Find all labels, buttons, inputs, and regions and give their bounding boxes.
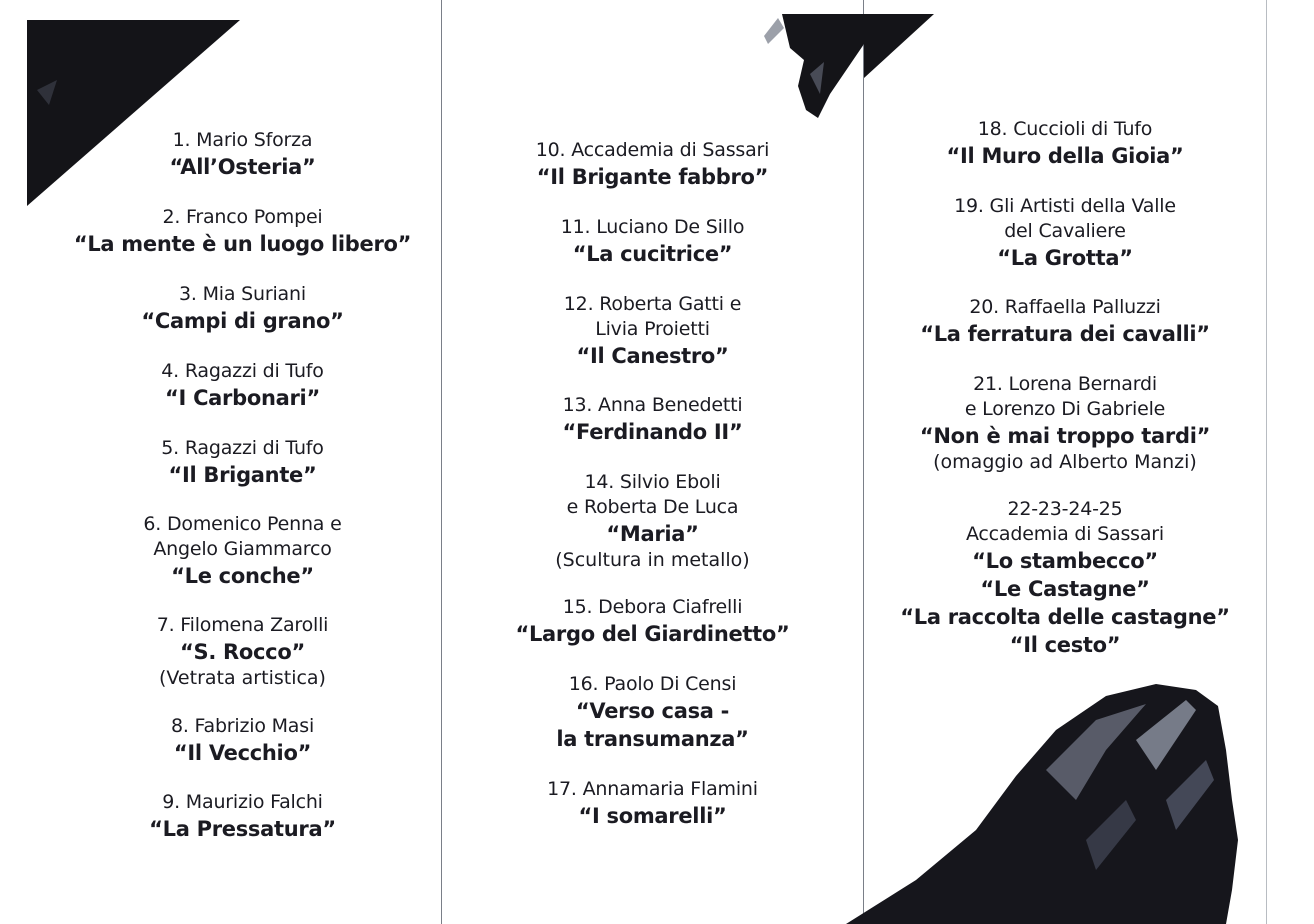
column-3 xyxy=(864,117,1266,667)
work-title: “Largo del Giardinetto” xyxy=(515,622,790,646)
artist-name: 22-23-24-25 xyxy=(1007,498,1123,520)
artist-name: 20. Raffaella Palluzzi xyxy=(969,296,1161,318)
artist-name: 7. Filomena Zarolli xyxy=(156,614,329,636)
work-note: (Scultura in metallo) xyxy=(555,549,750,571)
artist-name: 11. Luciano De Sillo xyxy=(560,216,745,238)
artist-name: 8. Fabrizio Masi xyxy=(170,715,315,737)
artist-name: Livia Proietti xyxy=(595,318,710,340)
work-title: “Non è mai troppo tardi” xyxy=(919,424,1211,448)
brush-stroke-bottom-right xyxy=(846,680,1246,924)
work-title: “S. Rocco” xyxy=(180,640,305,664)
work-title: “Maria” xyxy=(606,522,699,546)
artist-name: 12. Roberta Gatti e xyxy=(563,293,742,315)
artist-name: 14. Silvio Eboli xyxy=(584,471,721,493)
artist-name: 18. Cuccioli di Tufo xyxy=(977,118,1153,140)
entry xyxy=(44,282,441,359)
entry xyxy=(864,497,1266,667)
work-title: “Il Muro della Gioia” xyxy=(946,144,1184,168)
artist-name: 21. Lorena Bernardi xyxy=(973,373,1157,395)
column-1 xyxy=(44,128,441,850)
work-note: (Vetrata artistica) xyxy=(159,667,326,689)
entry xyxy=(44,714,441,790)
work-title: “Lo stambecco” xyxy=(972,549,1158,573)
artist-name: 3. Mia Suriani xyxy=(179,283,306,305)
entry xyxy=(44,613,441,714)
work-title: “La ferratura dei cavalli” xyxy=(920,322,1210,346)
entry xyxy=(442,292,863,393)
work-title: “Il Vecchio” xyxy=(173,741,312,765)
entry xyxy=(44,128,441,205)
artist-name: Accademia di Sassari xyxy=(965,523,1165,545)
artist-name: 17. Annamaria Flamini xyxy=(547,778,758,800)
work-note: (omaggio ad Alberto Manzi) xyxy=(933,451,1197,473)
entry xyxy=(44,205,441,282)
artist-name: 19. Gli Artisti della Valle xyxy=(954,195,1176,217)
entry xyxy=(442,393,863,470)
artist-name: del Cavaliere xyxy=(1004,220,1126,242)
entry xyxy=(442,470,863,595)
artist-name: 9. Maurizio Falchi xyxy=(162,791,323,813)
work-title: “I somarelli” xyxy=(578,804,727,828)
work-title: “Campi di grano” xyxy=(141,309,344,333)
work-title: “La raccolta delle castagne” xyxy=(900,605,1230,629)
entry xyxy=(864,372,1266,497)
entry xyxy=(442,215,863,292)
work-title: “Il cesto” xyxy=(1009,633,1121,657)
entry xyxy=(864,295,1266,372)
work-title: “Verso casa - xyxy=(575,699,730,723)
artist-name: e Roberta De Luca xyxy=(566,496,739,518)
work-title: “Il Canestro” xyxy=(576,344,729,368)
work-title: “Le Castagne” xyxy=(980,577,1150,601)
artist-name: 2. Franco Pompei xyxy=(162,206,323,228)
entry xyxy=(442,595,863,672)
work-title: “La mente è un luogo libero” xyxy=(73,232,412,256)
work-title: “Il Brigante” xyxy=(168,463,317,487)
work-title: “Le conche” xyxy=(171,564,314,588)
entry xyxy=(44,512,441,613)
work-title: “La Grotta” xyxy=(997,246,1133,270)
entry xyxy=(442,672,863,777)
artist-name: Angelo Giammarco xyxy=(153,538,332,560)
work-title: “I Carbonari” xyxy=(165,386,320,410)
artist-name: 6. Domenico Penna e xyxy=(143,513,342,535)
artist-name: 10. Accademia di Sassari xyxy=(535,139,770,161)
work-title: la transumanza” xyxy=(556,727,749,751)
artist-name: e Lorenzo Di Gabriele xyxy=(964,398,1166,420)
work-title: “Il Brigante fabbro” xyxy=(536,165,769,189)
work-title: “La Pressatura” xyxy=(149,817,336,841)
work-title: “La cucitrice” xyxy=(572,242,733,266)
work-title: “All’Osteria” xyxy=(169,155,316,179)
entry xyxy=(442,777,863,837)
artist-name: 1. Mario Sforza xyxy=(172,129,313,151)
page-edge-right xyxy=(1266,0,1267,924)
artist-name: 13. Anna Benedetti xyxy=(562,394,743,416)
column-2 xyxy=(442,138,863,837)
artist-name: 15. Debora Ciafrelli xyxy=(562,596,743,618)
work-title: “Ferdinando II” xyxy=(562,420,743,444)
entry xyxy=(864,194,1266,295)
entry xyxy=(864,117,1266,194)
entry xyxy=(44,359,441,436)
corner-triangle-top-right xyxy=(864,14,936,80)
entry xyxy=(44,790,441,850)
brush-stroke-top-center xyxy=(760,14,870,124)
artist-name: 5. Ragazzi di Tufo xyxy=(161,437,324,459)
artist-name: 4. Ragazzi di Tufo xyxy=(161,360,324,382)
artist-name: 16. Paolo Di Censi xyxy=(568,673,737,695)
entry xyxy=(442,138,863,215)
entry xyxy=(44,436,441,512)
